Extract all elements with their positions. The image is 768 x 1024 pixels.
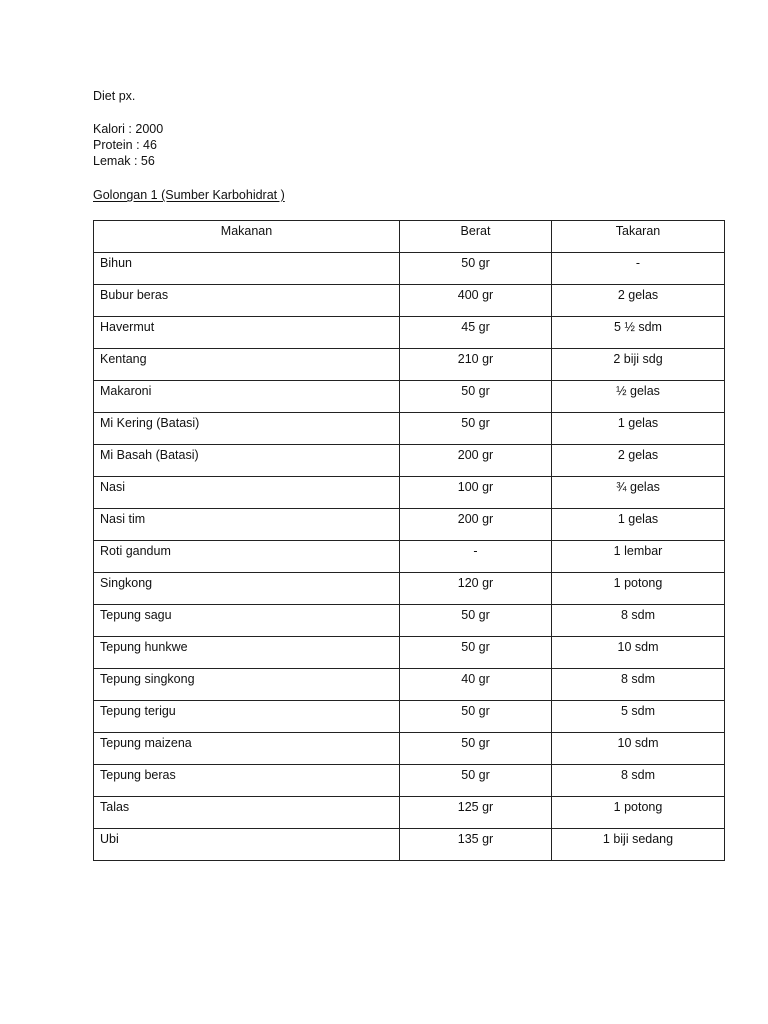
- cell-makanan: Ubi: [94, 829, 400, 861]
- table-row: [94, 253, 725, 285]
- cell-makanan: Tepung maizena: [94, 733, 400, 765]
- table-row: [94, 317, 725, 349]
- cell-berat: 125 gr: [400, 797, 552, 829]
- header-berat: Berat: [400, 221, 552, 253]
- cell-berat: 210 gr: [400, 349, 552, 381]
- cell-takaran: -: [552, 253, 725, 285]
- table-header-row: [94, 221, 725, 253]
- cell-berat: 135 gr: [400, 829, 552, 861]
- cell-makanan: Talas: [94, 797, 400, 829]
- kalori-line: Kalori : 2000: [93, 122, 164, 136]
- cell-takaran: 1 biji sedang: [552, 829, 725, 861]
- cell-takaran: 10 sdm: [552, 637, 725, 669]
- cell-makanan: Tepung beras: [94, 765, 400, 797]
- cell-takaran: 5 ½ sdm: [552, 317, 725, 349]
- cell-berat: 50 gr: [400, 253, 552, 285]
- table-row: [94, 509, 725, 541]
- header-makanan: Makanan: [94, 221, 400, 253]
- cell-takaran: 8 sdm: [552, 605, 725, 637]
- cell-berat: 50 gr: [400, 381, 552, 413]
- cell-makanan: Nasi tim: [94, 509, 400, 541]
- cell-takaran: 2 gelas: [552, 445, 725, 477]
- cell-makanan: Kentang: [94, 349, 400, 381]
- cell-berat: 50 gr: [400, 701, 552, 733]
- cell-takaran: 1 lembar: [552, 541, 725, 573]
- table-row: [94, 605, 725, 637]
- table-row: [94, 733, 725, 765]
- table-row: [94, 285, 725, 317]
- cell-berat: 40 gr: [400, 669, 552, 701]
- cell-makanan: Tepung hunkwe: [94, 637, 400, 669]
- cell-makanan: Bihun: [94, 253, 400, 285]
- table-row: [94, 765, 725, 797]
- cell-berat: 50 gr: [400, 605, 552, 637]
- document-title: Diet px.: [93, 89, 136, 103]
- cell-berat: 50 gr: [400, 637, 552, 669]
- section-heading: Golongan 1 (Sumber Karbohidrat ): [93, 188, 285, 202]
- table-row: [94, 445, 725, 477]
- table-row: [94, 701, 725, 733]
- cell-berat: 50 gr: [400, 413, 552, 445]
- food-table: [93, 220, 725, 861]
- cell-berat: 45 gr: [400, 317, 552, 349]
- cell-berat: 400 gr: [400, 285, 552, 317]
- cell-berat: 100 gr: [400, 477, 552, 509]
- table-row: [94, 477, 725, 509]
- table-row: [94, 541, 725, 573]
- cell-makanan: Tepung sagu: [94, 605, 400, 637]
- cell-takaran: 5 sdm: [552, 701, 725, 733]
- cell-makanan: Mi Kering (Batasi): [94, 413, 400, 445]
- cell-makanan: Tepung singkong: [94, 669, 400, 701]
- cell-takaran: 10 sdm: [552, 733, 725, 765]
- cell-takaran: 1 gelas: [552, 509, 725, 541]
- cell-takaran: 8 sdm: [552, 669, 725, 701]
- protein-line: Protein : 46: [93, 138, 157, 152]
- cell-makanan: Mi Basah (Batasi): [94, 445, 400, 477]
- cell-takaran: 1 gelas: [552, 413, 725, 445]
- table-body: [94, 253, 725, 861]
- cell-makanan: Makaroni: [94, 381, 400, 413]
- cell-berat: 200 gr: [400, 445, 552, 477]
- header-takaran: Takaran: [552, 221, 725, 253]
- cell-berat: 120 gr: [400, 573, 552, 605]
- cell-berat: -: [400, 541, 552, 573]
- table-row: [94, 669, 725, 701]
- cell-berat: 50 gr: [400, 765, 552, 797]
- cell-berat: 200 gr: [400, 509, 552, 541]
- cell-takaran: ¾ gelas: [552, 477, 725, 509]
- cell-berat: 50 gr: [400, 733, 552, 765]
- cell-makanan: Roti gandum: [94, 541, 400, 573]
- lemak-line: Lemak : 56: [93, 154, 155, 168]
- cell-makanan: Bubur beras: [94, 285, 400, 317]
- table-row: [94, 381, 725, 413]
- cell-takaran: ½ gelas: [552, 381, 725, 413]
- cell-makanan: Havermut: [94, 317, 400, 349]
- table-row: [94, 573, 725, 605]
- cell-takaran: 1 potong: [552, 797, 725, 829]
- cell-makanan: Nasi: [94, 477, 400, 509]
- cell-makanan: Singkong: [94, 573, 400, 605]
- cell-makanan: Tepung terigu: [94, 701, 400, 733]
- cell-takaran: 1 potong: [552, 573, 725, 605]
- cell-takaran: 8 sdm: [552, 765, 725, 797]
- table-row: [94, 829, 725, 861]
- cell-takaran: 2 biji sdg: [552, 349, 725, 381]
- table-row: [94, 349, 725, 381]
- table-row: [94, 637, 725, 669]
- table-row: [94, 797, 725, 829]
- cell-takaran: 2 gelas: [552, 285, 725, 317]
- table-row: [94, 413, 725, 445]
